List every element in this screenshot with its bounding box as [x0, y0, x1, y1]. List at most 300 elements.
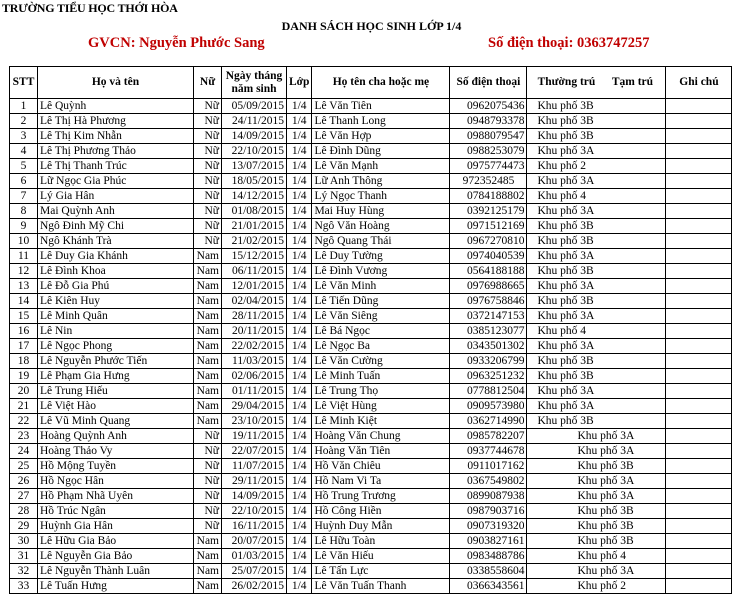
- cell-note: [666, 204, 732, 219]
- cell-temp: Khu phố 3A: [527, 489, 666, 504]
- cell-gender: Nữ: [194, 234, 222, 249]
- cell-phone: 0899087938: [450, 489, 527, 504]
- header-stt: STT: [10, 67, 38, 99]
- cell-dob: 15/12/2015: [222, 249, 287, 264]
- cell-phone: 0778812504: [450, 384, 527, 399]
- cell-class: 1/4: [287, 579, 312, 594]
- cell-class: 1/4: [287, 429, 312, 444]
- cell-temp: Khu phố 3A: [527, 564, 666, 579]
- cell-class: 1/4: [287, 174, 312, 189]
- cell-name: Lê Nin: [38, 324, 194, 339]
- cell-parent: Lê Văn Cường: [312, 354, 450, 369]
- cell-dob: 16/11/2015: [222, 519, 287, 534]
- cell-stt: 27: [10, 489, 38, 504]
- cell-stt: 22: [10, 414, 38, 429]
- cell-dob: 13/07/2015: [222, 159, 287, 174]
- cell-parent: Lê Văn Mạnh: [312, 159, 450, 174]
- cell-gender: Nữ: [194, 189, 222, 204]
- table-row: [10, 564, 732, 579]
- cell-note: [666, 294, 732, 309]
- cell-class: 1/4: [287, 354, 312, 369]
- cell-resident: Khu phố 3B: [527, 294, 666, 309]
- cell-stt: 28: [10, 504, 38, 519]
- cell-stt: 16: [10, 324, 38, 339]
- cell-stt: 12: [10, 264, 38, 279]
- cell-phone: 0937744678: [450, 444, 527, 459]
- cell-stt: 25: [10, 459, 38, 474]
- cell-resident: Khu phố 3B: [527, 219, 666, 234]
- cell-gender: Nam: [194, 309, 222, 324]
- cell-temp: Khu phố 3B: [527, 459, 666, 474]
- cell-phone: 0903827161: [450, 534, 527, 549]
- table-row: [10, 519, 732, 534]
- cell-note: [666, 174, 732, 189]
- cell-dob: 22/02/2015: [222, 339, 287, 354]
- cell-dob: 02/04/2015: [222, 294, 287, 309]
- cell-parent: Lữ Anh Thông: [312, 174, 450, 189]
- cell-note: [666, 459, 732, 474]
- cell-note: [666, 444, 732, 459]
- cell-stt: 32: [10, 564, 38, 579]
- table-row: [10, 579, 732, 594]
- cell-parent: Ngô Quang Thái: [312, 234, 450, 249]
- table-row: [10, 144, 732, 159]
- cell-note: [666, 429, 732, 444]
- cell-class: 1/4: [287, 204, 312, 219]
- cell-stt: 14: [10, 294, 38, 309]
- cell-name: Lê Đình Khoa: [38, 264, 194, 279]
- cell-resident: Khu phố 3B: [527, 369, 666, 384]
- cell-note: [666, 474, 732, 489]
- cell-stt: 8: [10, 204, 38, 219]
- table-row: [10, 339, 732, 354]
- cell-gender: Nữ: [194, 474, 222, 489]
- cell-name: Lê Việt Hào: [38, 399, 194, 414]
- cell-phone: 0564188188: [450, 264, 527, 279]
- cell-gender: Nam: [194, 249, 222, 264]
- cell-parent: Lê Việt Hùng: [312, 399, 450, 414]
- cell-class: 1/4: [287, 534, 312, 549]
- cell-parent: Lê Đình Dũng: [312, 144, 450, 159]
- cell-phone: 0784188802: [450, 189, 527, 204]
- cell-phone: 0362714990: [450, 414, 527, 429]
- cell-stt: 1: [10, 99, 38, 114]
- header-phone: Số điện thoại: [450, 67, 527, 99]
- cell-phone: 0976988665: [450, 279, 527, 294]
- cell-class: 1/4: [287, 474, 312, 489]
- header-female: Nữ: [194, 67, 222, 99]
- cell-name: Lý Gia Hân: [38, 189, 194, 204]
- cell-stt: 21: [10, 399, 38, 414]
- table-row: [10, 354, 732, 369]
- table-row: [10, 114, 732, 129]
- cell-temp: Khu phố 3A: [527, 474, 666, 489]
- student-table: [9, 66, 732, 594]
- cell-parent: Lê Văn Siêng: [312, 309, 450, 324]
- cell-gender: Nam: [194, 339, 222, 354]
- cell-note: [666, 414, 732, 429]
- cell-phone: 0967270810: [450, 234, 527, 249]
- cell-class: 1/4: [287, 549, 312, 564]
- cell-note: [666, 564, 732, 579]
- table-row: [10, 249, 732, 264]
- header-note: Ghi chú: [666, 67, 732, 99]
- cell-dob: 28/11/2015: [222, 309, 287, 324]
- cell-resident: Khu phố 3A: [527, 384, 666, 399]
- cell-name: Lê Kiên Huy: [38, 294, 194, 309]
- cell-parent: Lê Tấn Lực: [312, 564, 450, 579]
- header-temp: Tạm trú: [611, 76, 654, 88]
- cell-class: 1/4: [287, 324, 312, 339]
- cell-note: [666, 504, 732, 519]
- cell-phone: 0976758846: [450, 294, 527, 309]
- document-title: DANH SÁCH HỌC SINH LỚP 1/4: [281, 19, 462, 33]
- teacher-name: GVCN: Nguyễn Phước Sang: [88, 35, 265, 51]
- cell-phone: 0367549802: [450, 474, 527, 489]
- cell-name: Lê Ngọc Phong: [38, 339, 194, 354]
- cell-class: 1/4: [287, 99, 312, 114]
- cell-dob: 06/11/2015: [222, 264, 287, 279]
- cell-dob: 24/11/2015: [222, 114, 287, 129]
- cell-dob: 20/11/2015: [222, 324, 287, 339]
- cell-class: 1/4: [287, 279, 312, 294]
- cell-name: Lê Thị Hà Phương: [38, 114, 194, 129]
- cell-resident: Khu phố 4: [527, 324, 666, 339]
- cell-stt: 18: [10, 354, 38, 369]
- cell-resident: Khu phố 3B: [527, 114, 666, 129]
- cell-name: Hồ Ngọc Hân: [38, 474, 194, 489]
- cell-gender: Nam: [194, 414, 222, 429]
- table-row: [10, 534, 732, 549]
- cell-name: Huỳnh Gia Hân: [38, 519, 194, 534]
- cell-class: 1/4: [287, 414, 312, 429]
- cell-resident: Khu phố 3B: [527, 264, 666, 279]
- cell-class: 1/4: [287, 459, 312, 474]
- cell-note: [666, 324, 732, 339]
- cell-parent: Lê Hữu Toàn: [312, 534, 450, 549]
- table-row: [10, 279, 732, 294]
- cell-phone: 0933206799: [450, 354, 527, 369]
- header-name: Họ và tên: [38, 67, 194, 99]
- cell-stt: 31: [10, 549, 38, 564]
- cell-name: Hồ Phạm Nhã Uyên: [38, 489, 194, 504]
- cell-temp: Khu phố 3B: [527, 534, 666, 549]
- cell-gender: Nam: [194, 549, 222, 564]
- cell-note: [666, 549, 732, 564]
- table-row: [10, 504, 732, 519]
- cell-phone: 0366343561: [450, 579, 527, 594]
- cell-stt: 19: [10, 369, 38, 384]
- cell-phone: 0907319320: [450, 519, 527, 534]
- cell-parent: Lê Đình Vương: [312, 264, 450, 279]
- header-resident: Thường trú: [537, 76, 596, 88]
- cell-phone: 0343501302: [450, 339, 527, 354]
- cell-gender: Nam: [194, 369, 222, 384]
- cell-stt: 11: [10, 249, 38, 264]
- cell-gender: Nữ: [194, 219, 222, 234]
- cell-class: 1/4: [287, 399, 312, 414]
- cell-gender: Nữ: [194, 129, 222, 144]
- cell-resident: Khu phố 3B: [527, 414, 666, 429]
- cell-class: 1/4: [287, 249, 312, 264]
- table-row: [10, 159, 732, 174]
- cell-gender: Nam: [194, 324, 222, 339]
- cell-stt: 30: [10, 534, 38, 549]
- cell-parent: Hồ Công Hiền: [312, 504, 450, 519]
- cell-note: [666, 144, 732, 159]
- cell-stt: 17: [10, 339, 38, 354]
- cell-name: Lê Trung Hiếu: [38, 384, 194, 399]
- cell-note: [666, 279, 732, 294]
- cell-stt: 23: [10, 429, 38, 444]
- cell-parent: Lê Minh Kiệt: [312, 414, 450, 429]
- table-row: [10, 174, 732, 189]
- cell-temp: Khu phố 3B: [527, 504, 666, 519]
- cell-note: [666, 489, 732, 504]
- cell-name: Lê Thị Phương Thảo: [38, 144, 194, 159]
- cell-note: [666, 399, 732, 414]
- cell-temp: Khu phố 3B: [527, 519, 666, 534]
- cell-note: [666, 354, 732, 369]
- cell-dob: 20/07/2015: [222, 534, 287, 549]
- cell-dob: 12/01/2015: [222, 279, 287, 294]
- table-row: [10, 234, 732, 249]
- cell-gender: Nam: [194, 354, 222, 369]
- cell-parent: Lê Văn Hợp: [312, 129, 450, 144]
- cell-phone: 972352485: [450, 174, 527, 189]
- cell-name: Lê Minh Quân: [38, 309, 194, 324]
- cell-phone: 0392125179: [450, 204, 527, 219]
- cell-gender: Nam: [194, 384, 222, 399]
- cell-dob: 01/11/2015: [222, 384, 287, 399]
- cell-class: 1/4: [287, 519, 312, 534]
- cell-phone: 0963251232: [450, 369, 527, 384]
- table-row: [10, 489, 732, 504]
- cell-class: 1/4: [287, 114, 312, 129]
- table-row: [10, 294, 732, 309]
- cell-class: 1/4: [287, 444, 312, 459]
- cell-dob: 11/07/2015: [222, 459, 287, 474]
- cell-gender: Nam: [194, 564, 222, 579]
- cell-dob: 01/03/2015: [222, 549, 287, 564]
- cell-note: [666, 234, 732, 249]
- cell-class: 1/4: [287, 564, 312, 579]
- cell-dob: 29/04/2015: [222, 399, 287, 414]
- cell-phone: 0985782207: [450, 429, 527, 444]
- cell-stt: 4: [10, 144, 38, 159]
- cell-stt: 26: [10, 474, 38, 489]
- cell-parent: Hoàng Văn Chung: [312, 429, 450, 444]
- cell-name: Hoàng Thảo Vy: [38, 444, 194, 459]
- cell-stt: 33: [10, 579, 38, 594]
- cell-parent: Hồ Nam Vi Ta: [312, 474, 450, 489]
- cell-parent: Lê Duy Tường: [312, 249, 450, 264]
- cell-resident: Khu phố 3B: [527, 129, 666, 144]
- table-row: [10, 324, 732, 339]
- cell-dob: 02/06/2015: [222, 369, 287, 384]
- cell-phone: 0971512169: [450, 219, 527, 234]
- cell-phone: 0987903716: [450, 504, 527, 519]
- cell-phone: 0911017162: [450, 459, 527, 474]
- cell-gender: Nữ: [194, 504, 222, 519]
- header-class: Lớp: [287, 67, 312, 99]
- cell-name: Lê Vũ Minh Quang: [38, 414, 194, 429]
- table-row: [10, 414, 732, 429]
- table-row: [10, 99, 732, 114]
- cell-resident: Khu phố 3B: [527, 354, 666, 369]
- cell-gender: Nữ: [194, 429, 222, 444]
- cell-stt: 15: [10, 309, 38, 324]
- table-row: [10, 474, 732, 489]
- cell-stt: 6: [10, 174, 38, 189]
- cell-phone: 0909573980: [450, 399, 527, 414]
- cell-gender: Nam: [194, 294, 222, 309]
- table-row: [10, 309, 732, 324]
- cell-name: Lê Duy Gia Khánh: [38, 249, 194, 264]
- cell-stt: 2: [10, 114, 38, 129]
- cell-resident: Khu phố 3B: [527, 234, 666, 249]
- header-dob: Ngày tháng năm sinh: [222, 67, 287, 99]
- cell-stt: 9: [10, 219, 38, 234]
- cell-class: 1/4: [287, 339, 312, 354]
- cell-parent: Mai Huy Hùng: [312, 204, 450, 219]
- cell-gender: Nữ: [194, 114, 222, 129]
- cell-dob: 29/11/2015: [222, 474, 287, 489]
- table-row: [10, 369, 732, 384]
- cell-phone: 0385123077: [450, 324, 527, 339]
- header-residence: [527, 67, 666, 99]
- cell-gender: Nữ: [194, 459, 222, 474]
- cell-resident: Khu phố 3A: [527, 279, 666, 294]
- cell-note: [666, 519, 732, 534]
- cell-phone: 0988253079: [450, 144, 527, 159]
- cell-parent: Lê Thanh Long: [312, 114, 450, 129]
- cell-note: [666, 369, 732, 384]
- cell-name: Ngô Đinh Mỹ Chi: [38, 219, 194, 234]
- cell-phone: 0988079547: [450, 129, 527, 144]
- cell-gender: Nữ: [194, 444, 222, 459]
- cell-parent: Huỳnh Duy Mẫn: [312, 519, 450, 534]
- cell-parent: Lê Văn Tiên: [312, 99, 450, 114]
- cell-name: Lê Nguyễn Phước Tiến: [38, 354, 194, 369]
- cell-dob: 25/07/2015: [222, 564, 287, 579]
- cell-dob: 22/10/2015: [222, 144, 287, 159]
- cell-name: Lê Thị Kim Nhẫn: [38, 129, 194, 144]
- cell-dob: 23/10/2015: [222, 414, 287, 429]
- cell-resident: Khu phố 3A: [527, 399, 666, 414]
- cell-resident: Khu phố 3B: [527, 99, 666, 114]
- cell-note: [666, 219, 732, 234]
- cell-note: [666, 309, 732, 324]
- cell-parent: Lê Minh Tuấn: [312, 369, 450, 384]
- cell-stt: 29: [10, 519, 38, 534]
- cell-parent: Lê Văn Tuấn Thanh: [312, 579, 450, 594]
- cell-resident: Khu phố 3A: [527, 339, 666, 354]
- cell-parent: Lý Ngọc Thanh: [312, 189, 450, 204]
- cell-class: 1/4: [287, 294, 312, 309]
- cell-parent: Lê Bá Ngọc: [312, 324, 450, 339]
- teacher-phone: Số điện thoại: 0363747257: [488, 35, 650, 51]
- cell-note: [666, 579, 732, 594]
- cell-note: [666, 99, 732, 114]
- cell-parent: Lê Ngọc Ba: [312, 339, 450, 354]
- cell-phone: 0338558604: [450, 564, 527, 579]
- cell-name: Hoàng Quỳnh Anh: [38, 429, 194, 444]
- cell-gender: Nam: [194, 579, 222, 594]
- cell-stt: 24: [10, 444, 38, 459]
- table-row: [10, 549, 732, 564]
- cell-dob: 21/01/2015: [222, 219, 287, 234]
- cell-class: 1/4: [287, 504, 312, 519]
- cell-gender: Nam: [194, 399, 222, 414]
- table-row: [10, 399, 732, 414]
- cell-class: 1/4: [287, 264, 312, 279]
- cell-name: Lê Thị Thanh Trúc: [38, 159, 194, 174]
- cell-name: Lê Nguyễn Gia Bảo: [38, 549, 194, 564]
- cell-class: 1/4: [287, 129, 312, 144]
- table-header-row: [10, 67, 732, 99]
- cell-note: [666, 264, 732, 279]
- cell-name: Ngô Khánh Trà: [38, 234, 194, 249]
- cell-name: Lê Tuấn Hưng: [38, 579, 194, 594]
- cell-note: [666, 384, 732, 399]
- cell-dob: 19/11/2015: [222, 429, 287, 444]
- cell-temp: Khu phố 4: [527, 549, 666, 564]
- cell-name: Hồ Mộng Tuyền: [38, 459, 194, 474]
- cell-stt: 5: [10, 159, 38, 174]
- cell-dob: 22/07/2015: [222, 444, 287, 459]
- cell-stt: 3: [10, 129, 38, 144]
- cell-dob: 01/08/2015: [222, 204, 287, 219]
- cell-resident: Khu phố 3A: [527, 204, 666, 219]
- cell-phone: 0975774473: [450, 159, 527, 174]
- cell-resident: Khu phố 3A: [527, 174, 666, 189]
- cell-parent: Ngô Văn Hoàng: [312, 219, 450, 234]
- cell-note: [666, 339, 732, 354]
- table-row: [10, 429, 732, 444]
- cell-note: [666, 189, 732, 204]
- cell-parent: Hoàng Văn Tiên: [312, 444, 450, 459]
- cell-stt: 7: [10, 189, 38, 204]
- cell-parent: Lê Văn Minh: [312, 279, 450, 294]
- cell-note: [666, 114, 732, 129]
- cell-temp: Khu phố 2: [527, 579, 666, 594]
- cell-class: 1/4: [287, 234, 312, 249]
- cell-phone: 0983488786: [450, 549, 527, 564]
- cell-phone: 0948793378: [450, 114, 527, 129]
- cell-name: Mai Quỳnh Anh: [38, 204, 194, 219]
- cell-phone: 0974040539: [450, 249, 527, 264]
- cell-parent: Lê Văn Hiếu: [312, 549, 450, 564]
- cell-dob: 26/02/2015: [222, 579, 287, 594]
- cell-note: [666, 159, 732, 174]
- table-row: [10, 384, 732, 399]
- cell-stt: 20: [10, 384, 38, 399]
- cell-name: Hồ Trúc Ngân: [38, 504, 194, 519]
- cell-parent: Hồ Trung Trương: [312, 489, 450, 504]
- cell-class: 1/4: [287, 189, 312, 204]
- cell-stt: 13: [10, 279, 38, 294]
- cell-dob: 14/09/2015: [222, 129, 287, 144]
- cell-resident: Khu phố 3A: [527, 144, 666, 159]
- cell-parent: Lê Trung Thọ: [312, 384, 450, 399]
- school-name: TRƯỜNG TIỂU HỌC THỚI HÒA: [2, 1, 178, 15]
- cell-stt: 10: [10, 234, 38, 249]
- cell-resident: Khu phố 3A: [527, 249, 666, 264]
- cell-dob: 22/10/2015: [222, 504, 287, 519]
- table-row: [10, 444, 732, 459]
- cell-class: 1/4: [287, 369, 312, 384]
